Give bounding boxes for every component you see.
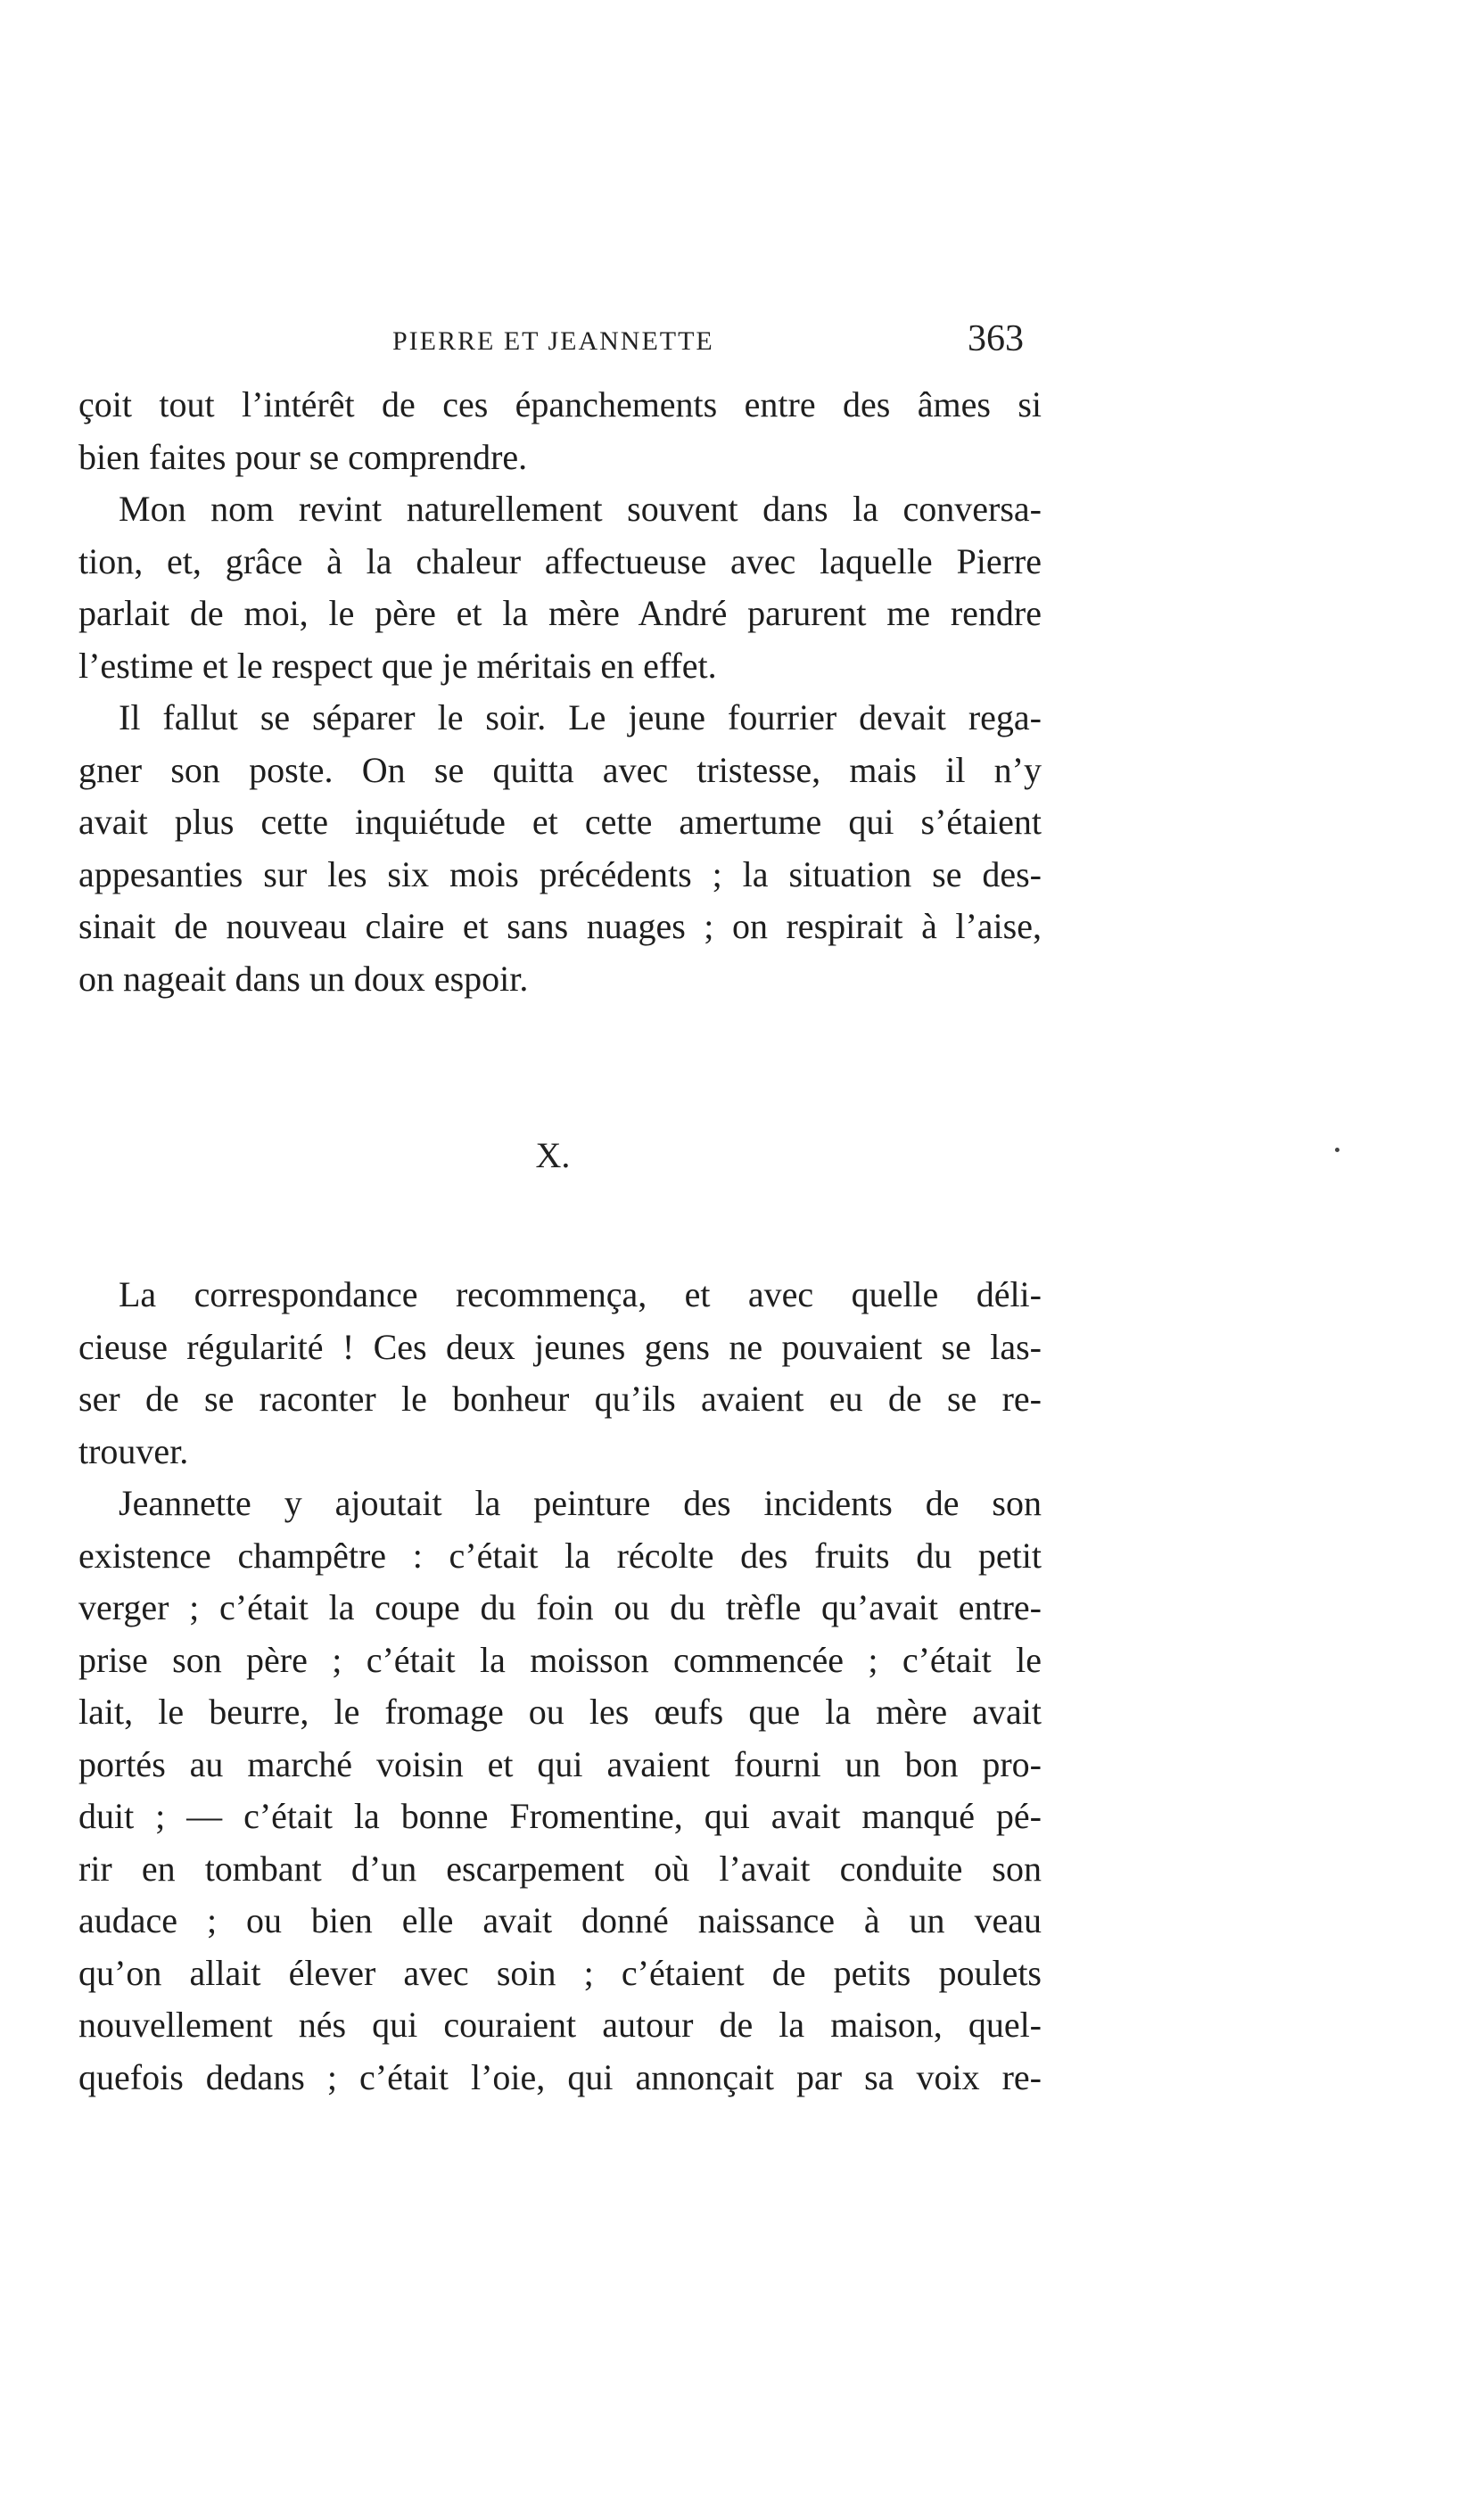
- text-line: portés au marché voisin et qui avaient fourni un bon pro-: [78, 1743, 1042, 1784]
- text-line: gner son poste. On se quitta avec tristesse, mais il n’y: [78, 749, 1042, 790]
- text-line: parlait de moi, le père et la mère André parurent me rendre: [78, 593, 1042, 633]
- text-line: Jeannette y ajoutait la peinture des incidents de son: [119, 1483, 1042, 1523]
- text-line: nouvellement nés qui couraient autour de la maison, quel-: [78, 2005, 1042, 2045]
- text-line: prise son père ; c’était la moisson commencée ; c’était le: [78, 1639, 1042, 1680]
- text-line: avait plus cette inquiétude et cette amertume qui s’étaient: [78, 802, 1042, 842]
- text-line: Mon nom revint naturellement souvent dans la conversa-: [119, 489, 1042, 529]
- text-line: Il fallut se séparer le soir. Le jeune fourrier devait rega-: [119, 697, 1042, 737]
- text-line: quefois dedans ; c’était l’oie, qui annonçait par sa voix re-: [78, 2056, 1042, 2097]
- text-line: existence champêtre : c’était la récolte des fruits du petit: [78, 1535, 1042, 1576]
- section-heading: X.: [535, 1135, 571, 1175]
- print-speck: [1335, 1148, 1339, 1152]
- text-line: sinait de nouveau claire et sans nuages ; on respirait à l’aise,: [78, 906, 1042, 946]
- text-block-before-section: [78, 379, 1042, 1005]
- text-line: verger ; c’était la coupe du foin ou du trèfle qu’avait entre-: [78, 1587, 1042, 1627]
- text-line: ser de se raconter le bonheur qu’ils avaient eu de se re-: [78, 1379, 1042, 1419]
- text-line: duit ; — c’était la bonne Fromentine, qui avait manqué pé-: [78, 1796, 1042, 1836]
- running-title: PIERRE ET JEANNETTE: [392, 326, 714, 356]
- paragraph: [78, 379, 1042, 483]
- paragraph: [78, 483, 1042, 692]
- text-line: rir en tombant d’un escarpement où l’avait conduite son: [78, 1848, 1042, 1889]
- text-line: tion, et, grâce à la chaleur affectueuse avec laquelle Pierre: [78, 540, 1042, 581]
- text-line: audace ; ou bien elle avait donné naissance à un veau: [78, 1900, 1042, 1940]
- text-line: appesanties sur les six mois précédents ; la situation se des-: [78, 853, 1042, 894]
- text-line: trouver.: [78, 1430, 189, 1471]
- text-line: on nageait dans un doux espoir.: [78, 958, 529, 999]
- text-line: qu’on allait élever avec soin ; c’étaient de petits poulets: [78, 1952, 1042, 1993]
- text-line: lait, le beurre, le fromage ou les œufs que la mère avait: [78, 1692, 1042, 1732]
- paragraph: [78, 1269, 1042, 1478]
- text-line: cieuse régularité ! Ces deux jeunes gens ne pouvaient se las-: [78, 1326, 1042, 1367]
- text-line: l’estime et le respect que je méritais en effet.: [78, 645, 717, 686]
- paragraph: [78, 1478, 1042, 2104]
- page-number: 363: [968, 318, 1024, 359]
- text-line: bien faites pour se comprendre.: [78, 436, 528, 477]
- text-line: La correspondance recommença, et avec quelle déli-: [119, 1274, 1042, 1314]
- text-line: çoit tout l’intérêt de ces épanchements entre des âmes si: [78, 384, 1042, 424]
- text-block-after-section: [78, 1269, 1042, 2104]
- paragraph: [78, 692, 1042, 1005]
